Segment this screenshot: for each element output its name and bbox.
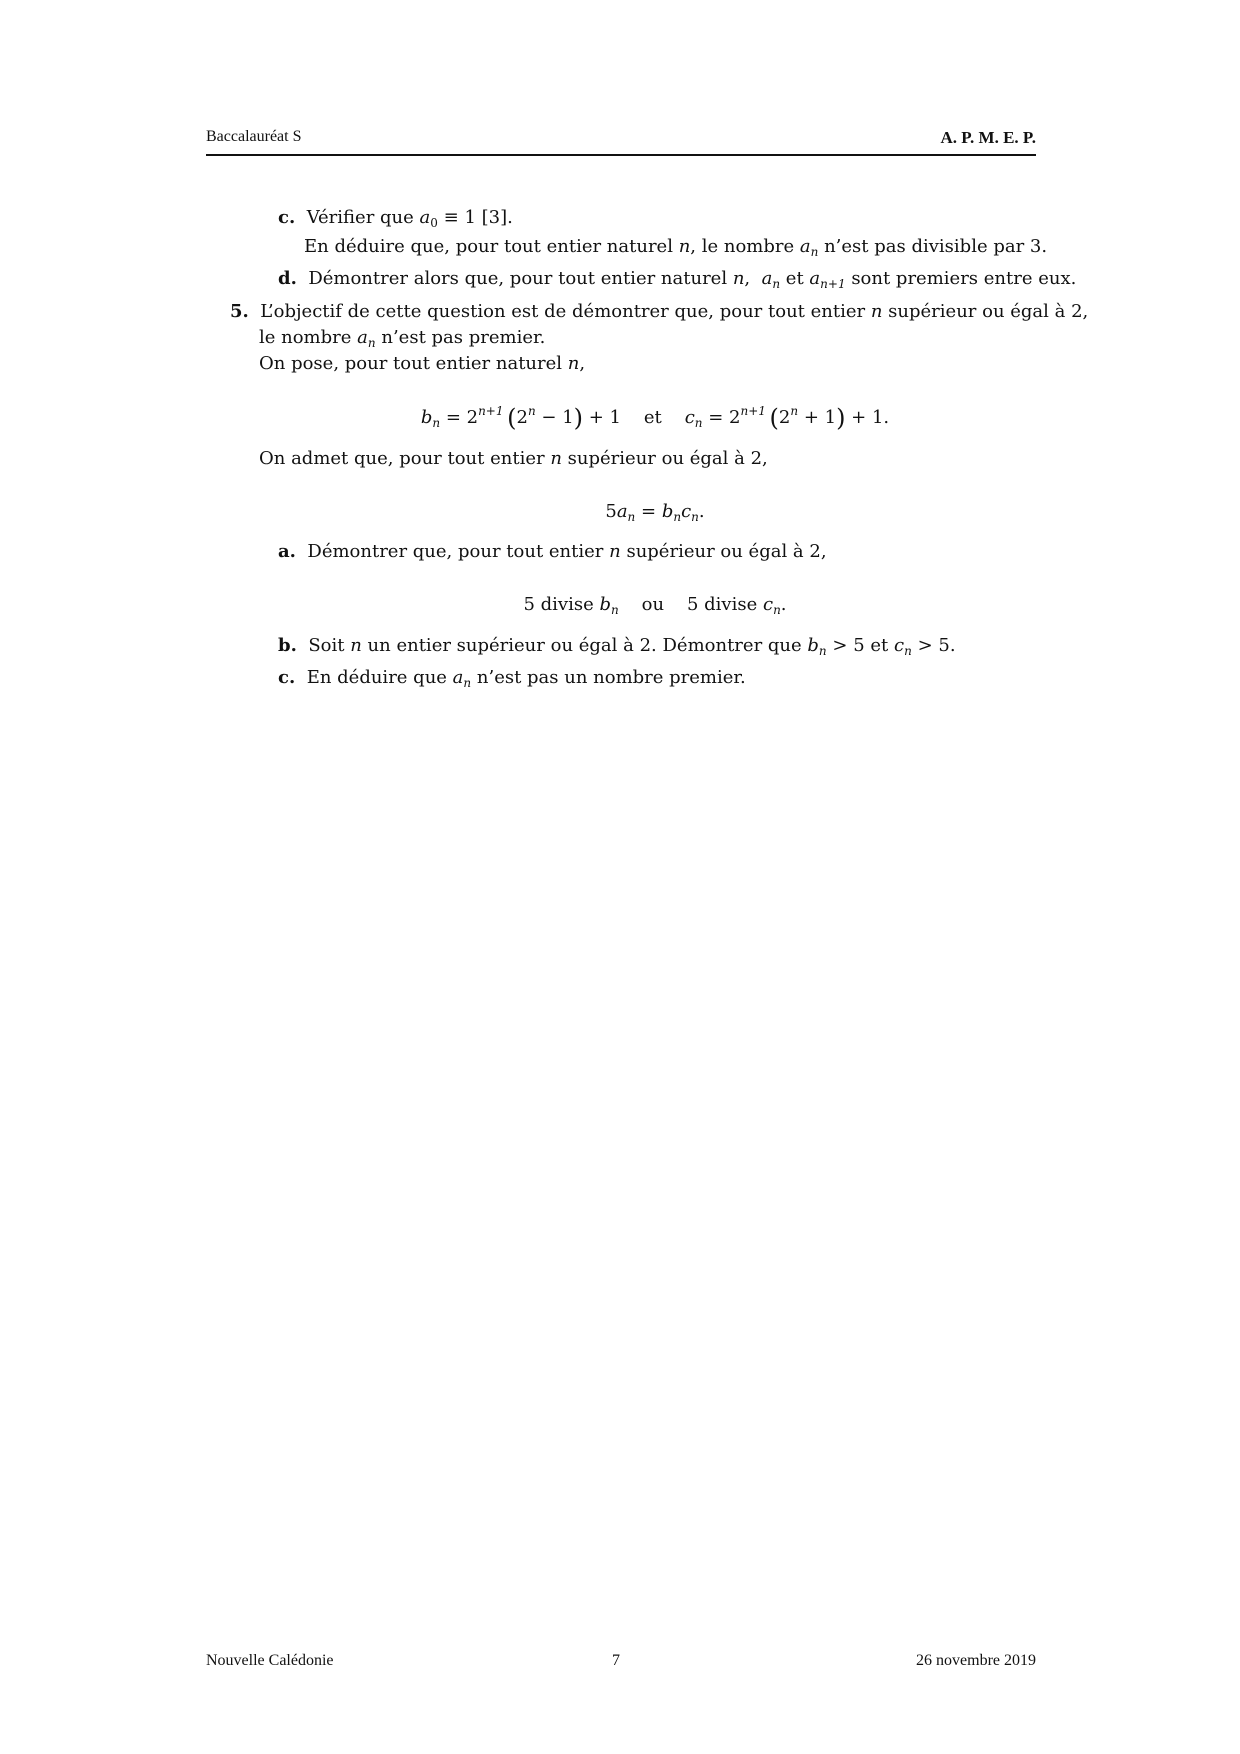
page-number: 7 bbox=[612, 1652, 620, 1669]
header-left: Baccalauréat S bbox=[206, 128, 302, 145]
question-4d: d. Démontrer alors que, pour tout entier naturel n, $a_n$ et $a_{n+1}$ sont premiers entre eux. bbox=[278, 268, 1077, 291]
formula-bn-cn: $b_n = 2^{n+1}$ $(2^n - 1) + 1$ et $c_n = 2^{n+1}$ $(2^n + 1) + 1$. bbox=[420, 404, 890, 432]
question-4c-line2: En déduire que, pour tout entier naturel n, le nombre $a_n$ n’est pas divisible par 3. bbox=[304, 236, 1048, 259]
formula-divise: 5 divise $b_n$ ou 5 divise $c_n$. bbox=[523, 594, 787, 617]
question-5-line3: On pose, pour tout entier naturel n, bbox=[259, 353, 586, 374]
header-right: A. P. M. E. P. bbox=[940, 128, 1036, 147]
question-5-line1: 5. L’objectif de cette question est de démontrer que, pour tout entier n supérieur ou égal à 2, bbox=[230, 301, 1089, 322]
question-5-label: 5. bbox=[230, 301, 249, 322]
question-4d-label: d. bbox=[278, 268, 297, 289]
question-4c-line1: c. Vérifier que $a_0 \equiv 1$ [3]. bbox=[278, 207, 513, 230]
question-4c-label: c. bbox=[278, 207, 296, 228]
question-5-line2: le nombre $a_n$ n’est pas premier. bbox=[259, 327, 546, 350]
question-5a: a. Démontrer que, pour tout entier n supérieur ou égal à 2, bbox=[278, 541, 827, 562]
footer-left: Nouvelle Calédonie bbox=[206, 1652, 334, 1669]
page-header bbox=[206, 128, 1036, 156]
question-5a-label: a. bbox=[278, 541, 296, 562]
admit-line: On admet que, pour tout entier n supérieur ou égal à 2, bbox=[259, 448, 768, 469]
formula-5an: $5a_n = b_nc_n$. bbox=[605, 501, 705, 524]
question-5c: c. En déduire que $a_n$ n’est pas un nombre premier. bbox=[278, 667, 746, 690]
math-a0: $a_0$ bbox=[419, 207, 438, 230]
footer-right: 26 novembre 2019 bbox=[916, 1652, 1036, 1669]
question-5b-label: b. bbox=[278, 635, 297, 656]
question-5c-label: c. bbox=[278, 667, 296, 688]
question-5b: b. Soit n un entier supérieur ou égal à 2. Démontrer que $b_n > 5$ et $c_n > 5$. bbox=[278, 635, 956, 658]
